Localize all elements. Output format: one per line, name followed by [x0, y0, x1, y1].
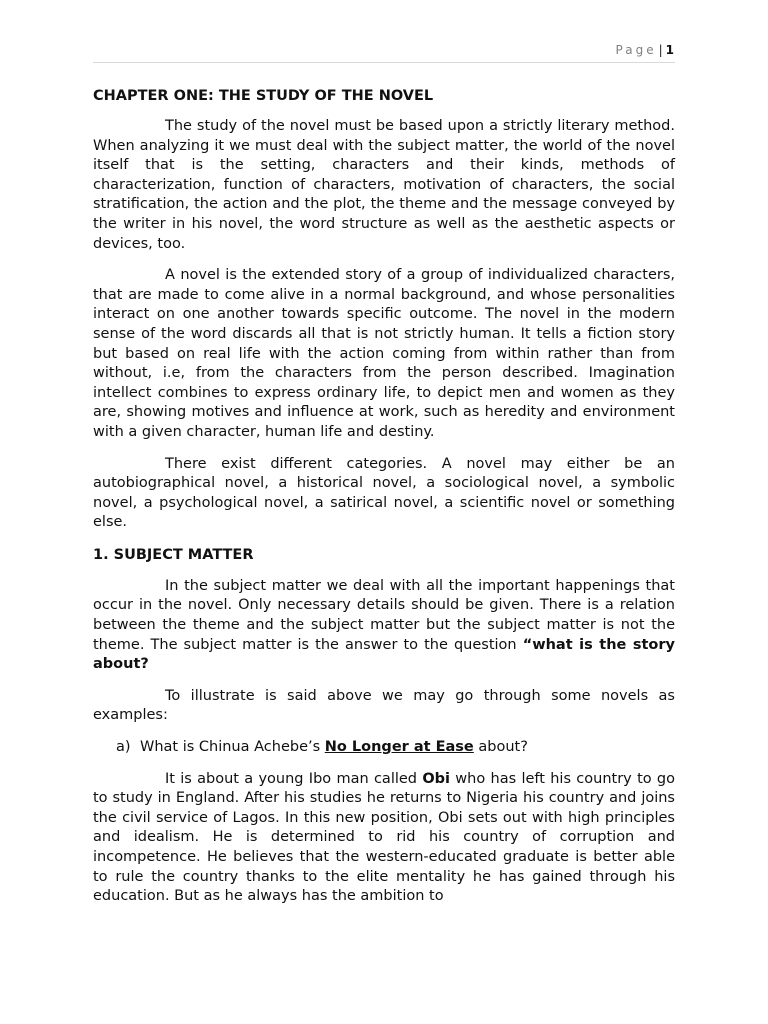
chapter-heading: CHAPTER ONE: THE STUDY OF THE NOVEL [93, 88, 434, 104]
paragraph-study-method: The study of the novel must be based upon a strictly literary method. When analyzing it we must deal with the subject matter, the world of the novel itself that is the setting, characters and their kinds, methods of characterization, function of characters, motivation of characters, the social stratification, the action and the plot, the theme and the message conveyed by the writer in his novel, the word structure as well as the aesthetic aspects or devices, too. [93, 118, 675, 252]
character-name-obi: Obi [422, 770, 450, 787]
book-title: No Longer at Ease [324, 739, 474, 756]
paragraph-illustrate: To illustrate is said above we may go through some novels as examples: [93, 687, 675, 724]
list-marker: a) [116, 739, 131, 756]
paragraph-novel-definition: A novel is the extended story of a group of individualized characters, that are made to come alive in a normal background, and whose personalities interact on one another towards specific outcome. The novel in the modern sense of the word discards all that is not strictly human. It tells a fiction story but based on real life with the action coming from within rather than from without, i.e, from the characters from the person described. Imagination intellect combines to express ordinary life, to depict men and women as they are, showing motives and influence at work, such as heredity and environment with a given character, human life and destiny. [93, 267, 675, 440]
paragraph-obi-summary [93, 770, 675, 907]
page-number-label [616, 43, 674, 57]
obi-text-after: who has left his country to go to study in England. After his studies he returns to Nigeria his country and joins the civil service of Lagos. In this new position, Obi sets out with high principles and idealism. He is determined to rid his country of corruption and incompetence. He believes that the western-educated graduate is better able to rule the country thanks to the elite mentality he has gained through his education. But as he always has the ambition to [93, 770, 675, 905]
paragraph-subject-matter [93, 577, 675, 675]
page-word: Page [615, 43, 657, 57]
subject-matter-question: “what is the story about? [93, 636, 675, 673]
obi-text-before: It is about a young Ibo man called [165, 770, 423, 787]
list-item-text-before: What is Chinua Achebe’s [140, 739, 325, 756]
list-item-a [93, 738, 675, 758]
subject-matter-text: In the subject matter we deal with all the important happenings that occur in the novel. Only necessary details should be given. There is a relation between the theme and the subject matter but the subject matter is not the theme. The subject matter is the answer to the question [93, 577, 675, 653]
page-separator: | [658, 43, 663, 57]
list-item-text-after: about? [473, 739, 528, 756]
document-body [93, 86, 675, 919]
page-header [93, 40, 675, 63]
section-heading-subject-matter: 1. SUBJECT MATTER [93, 546, 254, 563]
paragraph-categories: There exist different categories. A novel may either be an autobiographical novel, a historical novel, a sociological novel, a symbolic novel, a psychological novel, a satirical novel, a scientific novel or something else. [93, 455, 675, 531]
page-number: 1 [665, 43, 674, 57]
